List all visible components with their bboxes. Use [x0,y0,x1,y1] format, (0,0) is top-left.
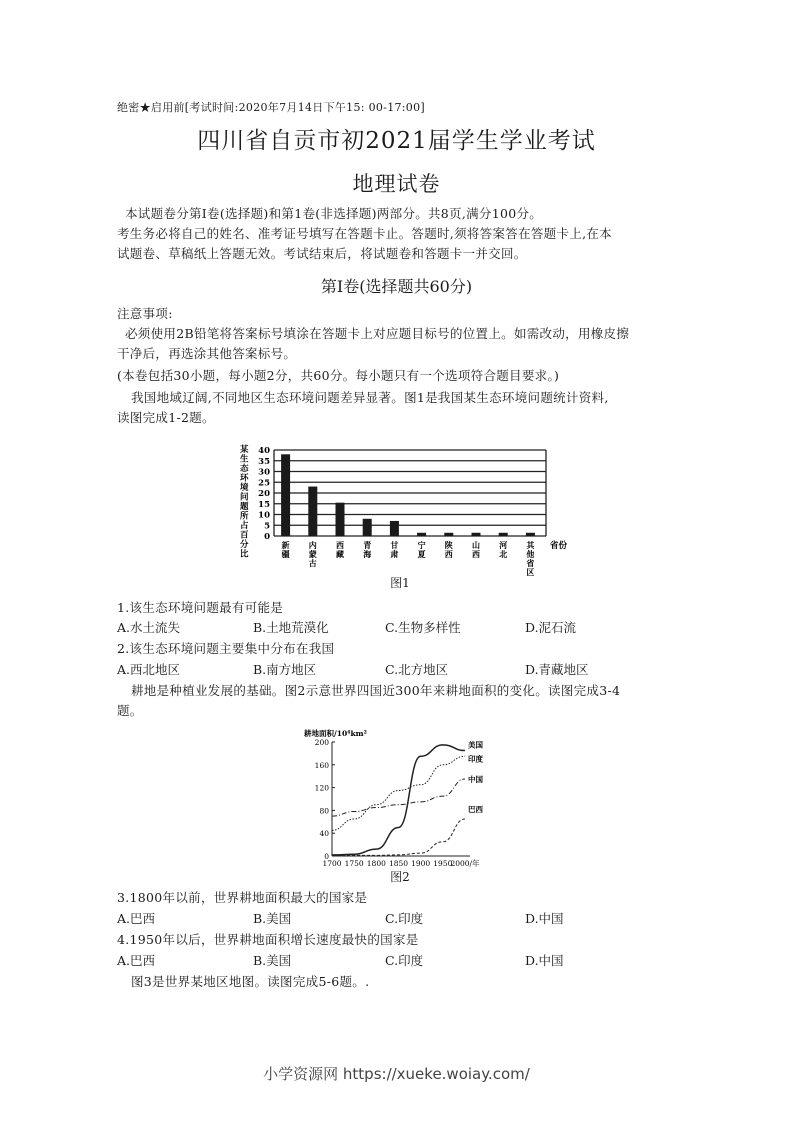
series-label: 美国 [468,740,483,750]
y-tick-label: 40 [319,829,329,839]
bar [363,519,372,536]
q1-option-a[interactable]: A.水土流失 [117,620,181,635]
series-line [332,819,465,855]
y-tick-label: 15 [258,499,270,510]
y-axis-label-char: 所 [240,511,249,522]
x-tick-label-char: 山 [472,540,480,550]
y-axis-label-char: 分 [240,540,249,550]
notice-line-2: 干净后，再选涂其他答案标号。 [117,346,297,361]
x-tick-label-char: 西 [336,540,344,550]
passage3-line-1: 图3是世界某地区地图。读图完成5-6题。. [131,974,370,989]
bar [499,533,508,536]
y-tick-label: 10 [258,510,270,521]
passage1-line-1: 我国地域辽阔,不同地区生态环境问题差异显著。图1是我国某生态环境问题统计资料, [131,390,609,405]
y-tick-label: 80 [319,806,329,816]
series-label: 印度 [468,754,483,764]
exam-subtitle: 地理试卷 [352,172,441,196]
x-tick-label-char: 陕 [444,540,453,550]
footer-watermark: 小学资源网 https://xueke.woiay.com/ [263,1065,530,1083]
q1-option-d[interactable]: D.泥石流 [525,620,577,635]
x-tick-label: 1800 [366,859,386,868]
y-tick-label: 200 [314,738,329,747]
bar-chart-svg [232,438,568,588]
y-axis-label: 耕地面积/10⁴km² [304,729,367,738]
question-2-stem: 2.该生态环境问题主要集中分布在我国 [117,641,335,656]
y-tick-label: 160 [314,760,329,770]
q4-option-b[interactable]: B.美国 [253,953,292,968]
q3-option-d[interactable]: D.中国 [525,911,564,926]
line-chart-svg [300,724,500,874]
bar [472,533,481,536]
x-tick-label-char: 夏 [417,549,426,559]
x-tick-label-char: 内 [308,540,317,550]
x-tick-label-char: 新 [281,540,290,550]
q2-option-a[interactable]: A.西北地区 [117,662,181,677]
x-tick-label: 2000/年 [450,859,480,868]
series-label: 巴西 [468,804,483,814]
q1-option-b[interactable]: B.土地荒漠化 [253,620,329,635]
bar [417,533,426,536]
y-tick-label: 0 [324,852,329,861]
x-tick-label: 1750 [344,859,364,868]
figure-2-caption: 图2 [390,870,410,884]
passage2-line-2: 题。 [117,703,143,718]
y-axis-label-char: 态 [240,464,249,474]
y-axis-label-char: 环 [240,473,249,484]
x-tick-label-char: 区 [526,567,535,577]
y-axis-label-char: 题 [240,502,249,512]
y-axis-label-char: 生 [240,454,249,465]
y-axis-label-char: 境 [240,483,249,493]
series-line [332,779,465,816]
q2-option-d[interactable]: D.青藏地区 [525,662,589,677]
q3-option-a[interactable]: A.巴西 [117,911,156,926]
figure-2-line-chart [300,724,500,874]
intro-line-3: 试题卷、草稿纸上答题无效。考试结束后，将试题卷和答题卡一并交回。 [117,246,527,261]
bar [308,487,317,536]
y-axis-label-char: 某 [240,445,249,455]
q3-option-c[interactable]: C.印度 [385,911,424,926]
q2-option-b[interactable]: B.南方地区 [253,662,317,677]
q4-option-d[interactable]: D.中国 [525,953,564,968]
x-tick-label: 1850 [388,859,409,868]
bar [390,521,399,536]
x-tick-label-char: 他 [526,549,535,559]
x-tick-label: 1700 [322,859,342,868]
x-tick-label-char: 省 [526,558,535,568]
x-tick-label-char: 古 [308,558,317,568]
bar [526,533,535,536]
y-tick-label: 20 [258,489,270,499]
top-note: 绝密★启用前[考试时间:2020年7月14日下午15: 00-17:00] [117,101,425,114]
section-title: 第Ⅰ卷(选择题共60分) [320,277,473,296]
x-tick-label-char: 疆 [281,549,290,559]
q2-option-c[interactable]: C.北方地区 [385,662,449,677]
q3-option-b[interactable]: B.美国 [253,911,292,926]
x-tick-label-char: 其 [526,540,535,550]
figure-1-bar-chart [232,438,568,588]
x-tick-label-char: 蒙 [308,549,317,559]
notice-label: 注意事项: [117,306,173,321]
x-tick-label: 1950 [433,859,453,868]
x-tick-label-char: 藏 [336,549,344,559]
series-line [332,756,465,830]
y-axis-label-char: 百 [240,530,249,541]
y-axis-label-char: 占 [240,521,249,531]
y-axis-label-char: 比 [240,549,249,560]
x-tick-label-char: 甘 [390,540,399,550]
x-tick-label-char: 西 [444,549,453,559]
x-axis-label: 省份 [550,541,568,551]
q1-option-c[interactable]: C.生物多样性 [385,620,461,635]
y-tick-label: 35 [258,456,270,467]
x-tick-label-char: 宁 [417,540,426,550]
x-tick-label-char: 青 [363,540,372,550]
q4-option-a[interactable]: A.巴西 [117,953,156,968]
y-tick-label: 30 [258,467,270,478]
x-tick-label-char: 海 [363,549,372,559]
x-tick-label: 1900 [411,859,431,868]
question-4-stem: 4.1950年以后，世界耕地面积增长速度最快的国家是 [117,932,419,947]
passage2-line-1: 耕地是种植业发展的基础。图2示意世界四国近300年来耕地面积的变化。读图完成3-4 [131,683,621,698]
bar [336,503,345,536]
y-tick-label: 5 [264,521,270,532]
q4-option-c[interactable]: C.印度 [385,953,424,968]
y-tick-label: 40 [258,446,270,456]
intro-line-2: 考生务必将自己的姓名、准考证号填写在答题卡止。答题时,须将答案答在答题卡上,在本 [117,226,612,241]
bar [444,533,453,536]
passage1-line-2: 读图完成1-2题。 [117,410,215,425]
x-tick-label-char: 西 [472,549,480,559]
x-tick-label-char: 肃 [390,549,399,559]
question-3-stem: 3.1800年以前，世界耕地面积最大的国家是 [117,890,368,905]
y-axis-label-char: 问 [240,492,249,503]
x-tick-label-char: 河 [499,540,508,550]
figure-1-caption: 图1 [390,576,410,590]
series-line [332,745,465,855]
notice-line-1: 必须使用2B铅笔将答案标号填涂在答题卡上对应题目标号的位置上。如需改动，用橡皮擦 [125,326,630,341]
y-tick-label: 120 [314,783,329,793]
intro-line-1: 本试题卷分第Ⅰ卷(选择题)和第1卷(非选择题)两部分。共8页,满分100分。 [125,206,543,221]
y-tick-label: 0 [264,532,270,542]
series-label: 中国 [468,775,483,785]
question-1-stem: 1.该生态环境问题最有可能是 [117,600,284,615]
x-tick-label-char: 北 [499,549,508,559]
section-rule: (本卷包括30小题，每小题2分，共60分。每小题只有一个选项符合题目要求。) [117,368,560,383]
bar [281,454,290,536]
y-tick-label: 25 [258,478,270,489]
exam-title: 四川省自贡市初2021届学生学业考试 [197,128,596,154]
